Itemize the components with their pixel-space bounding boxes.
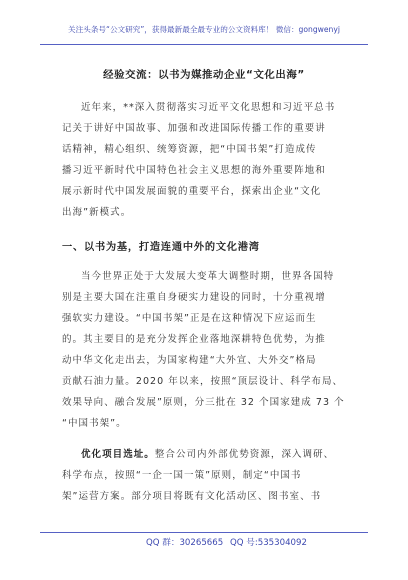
paragraph-line: 贡献石油力量。2020 年以来，按照“顶层设计、科学布局、	[62, 376, 344, 387]
paragraph-line: 动中华文化走出去，为国家构建“大外宣、大外交”格局	[62, 355, 317, 366]
paragraph-line: “中国书架”。	[62, 418, 127, 429]
paragraph-text: 整合公司内外部优势资源，深入调研、	[154, 449, 335, 460]
paragraph-line	[62, 444, 358, 465]
section-heading-1: 一、以书为基，打造连通中外的文化港湾	[62, 242, 260, 253]
paragraph-line: 展示新时代中国发展面貌的重要平台，探索出企业“文化	[62, 186, 322, 197]
paragraph-line: 出海”新模式。	[62, 207, 132, 218]
paragraph-line: 架”运营方案。部分项目将既有文化活动区、图书室、书	[62, 491, 322, 502]
paragraph-lead: 优化项目选址。	[81, 449, 155, 460]
paragraph-line: 记关于讲好中国故事、加强和改进国际传播工作的重要讲	[62, 123, 326, 134]
project-site-paragraph	[62, 444, 358, 507]
footer-qq-group: QQ 群：30265665	[146, 538, 224, 548]
header-divider	[40, 44, 368, 45]
paragraph-line: 话精神，精心组织、统筹资源，把“中国书架”打造成传	[62, 144, 317, 155]
paragraph-line: 别是主要大国在注重自身硬实力建设的同时，十分重视增	[62, 292, 326, 303]
page-title: 经验交流：以书为媒推动企业“文化出海”	[103, 69, 305, 81]
paragraph-line: 科学布点，按照“一企一国一策”原则，制定“中国书	[62, 470, 302, 481]
footer-divider	[40, 532, 368, 533]
paragraph-line: 的。其主要目的是充分发挥企业落地深耕特色优势，为推	[62, 334, 326, 345]
paragraph-line: 近年来，**深入贯彻落实习近平文化思想和习近平总书	[81, 102, 336, 113]
header-note: 关注头条号“公文研究”，获得最新最全最专业的公文资料库！ 微信：gongwenyj	[68, 25, 340, 34]
paragraph-line: 强软实力建设。“中国书架”正是在这种情况下应运而生	[62, 313, 317, 324]
footer-qq-number: QQ 号:535304092	[230, 538, 307, 548]
paragraph-line: 效果导向、融合发展”原则，分三批在 32 个国家建成 73 个	[62, 397, 345, 408]
intro-paragraph	[62, 97, 358, 223]
section-1-paragraph	[62, 266, 358, 434]
paragraph-line: 播习近平新时代中国特色社会主义思想的海外重要阵地和	[62, 165, 326, 176]
paragraph-line: 当今世界正处于大发展大变革大调整时期，世界各国特	[81, 271, 335, 282]
